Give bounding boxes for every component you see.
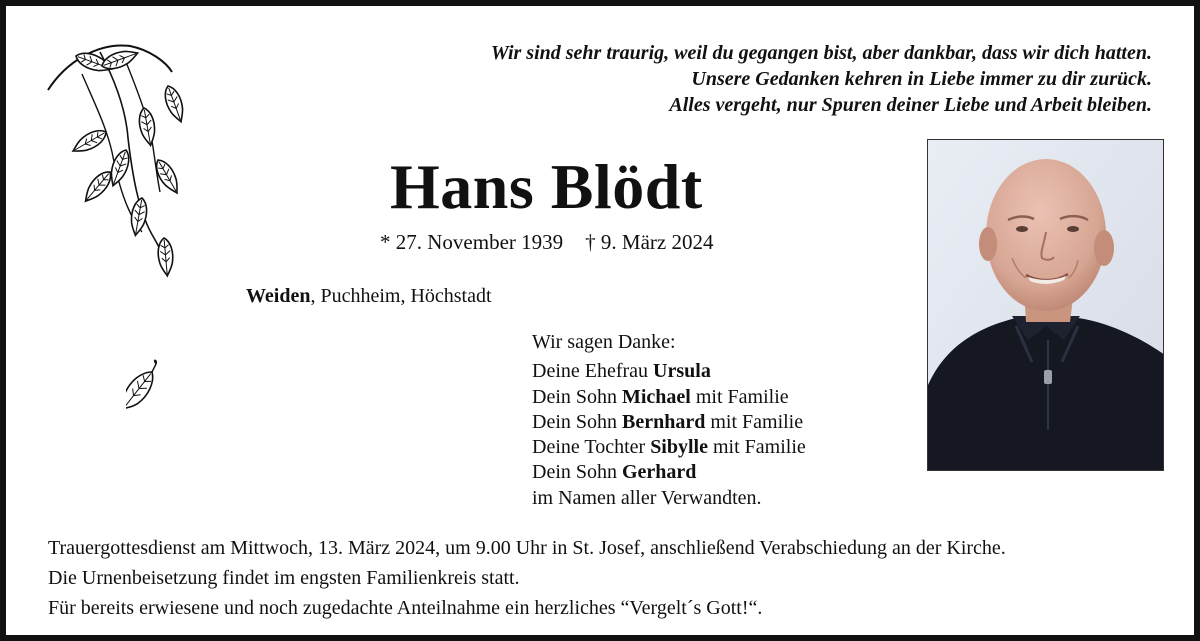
thanks-closing: im Namen aller Verwandten.: [532, 486, 762, 509]
portrait-illustration: [928, 140, 1164, 471]
mourner-relation: Dein Sohn: [532, 461, 622, 484]
mourner-name: Sibylle: [650, 436, 708, 459]
mourner-relation: Dein Sohn: [532, 410, 622, 433]
footer-info: [48, 533, 1006, 623]
mourner-name: Gerhard: [622, 461, 697, 484]
deceased-name: Hans Blödt: [390, 151, 703, 222]
life-dates: [380, 230, 713, 255]
mourner-suffix: mit Familie: [705, 410, 804, 433]
mourner-relation: Deine Tochter: [532, 436, 651, 459]
gratitude-text: Für bereits erwiesene und noch zugedachte Anteilnahme ein herzliches “Vergelt´s Gott!“.: [48, 597, 763, 619]
birch-branch-icon: [46, 42, 206, 302]
hometowns: [246, 285, 492, 308]
motto-line: Wir sind sehr traurig, weil du gegangen bist, aber dankbar, dass wir dich hatten.: [490, 42, 1152, 64]
mourner-suffix: mit Familie: [707, 436, 806, 459]
mourner-line: [532, 410, 806, 435]
motto-line: Unsere Gedanken kehren in Liebe immer zu dir zurück.: [691, 68, 1152, 90]
mourner-relation: Dein Sohn: [532, 385, 622, 408]
mourner-suffix: mit Familie: [690, 385, 789, 408]
mourner-line: [532, 460, 806, 485]
mourner-line: [532, 435, 806, 460]
thanks-heading: Wir sagen Danke:: [532, 331, 676, 353]
mourner-name: Michael: [622, 385, 691, 408]
other-places: , Puchheim, Höchstadt: [310, 285, 492, 307]
urn-burial-text: Die Urnenbeisetzung findet im engsten Familienkreis statt.: [48, 567, 520, 589]
funeral-service-text: Trauergottesdienst am Mittwoch, 13. März 2024, um 9.00 Uhr in St. Josef, anschließend Verabschiedung an der Kirche.: [48, 537, 1006, 559]
mourner-line: [532, 359, 806, 384]
motto-line: Alles vergeht, nur Spuren deiner Liebe und Arbeit bleiben.: [669, 94, 1152, 116]
mourner-relation: Deine Ehefrau: [532, 360, 654, 383]
death-date: † 9. März 2024: [585, 230, 714, 254]
mourner-line: [532, 385, 806, 410]
portrait-photo: [927, 139, 1164, 471]
motto-quote: [491, 40, 1152, 118]
falling-leaf-icon: [126, 358, 170, 422]
mourner-name: Bernhard: [622, 410, 706, 433]
primary-place: Weiden: [246, 285, 311, 307]
thanks-block: [532, 330, 806, 511]
birth-date: * 27. November 1939: [380, 230, 564, 254]
mourner-name: Ursula: [653, 360, 711, 383]
